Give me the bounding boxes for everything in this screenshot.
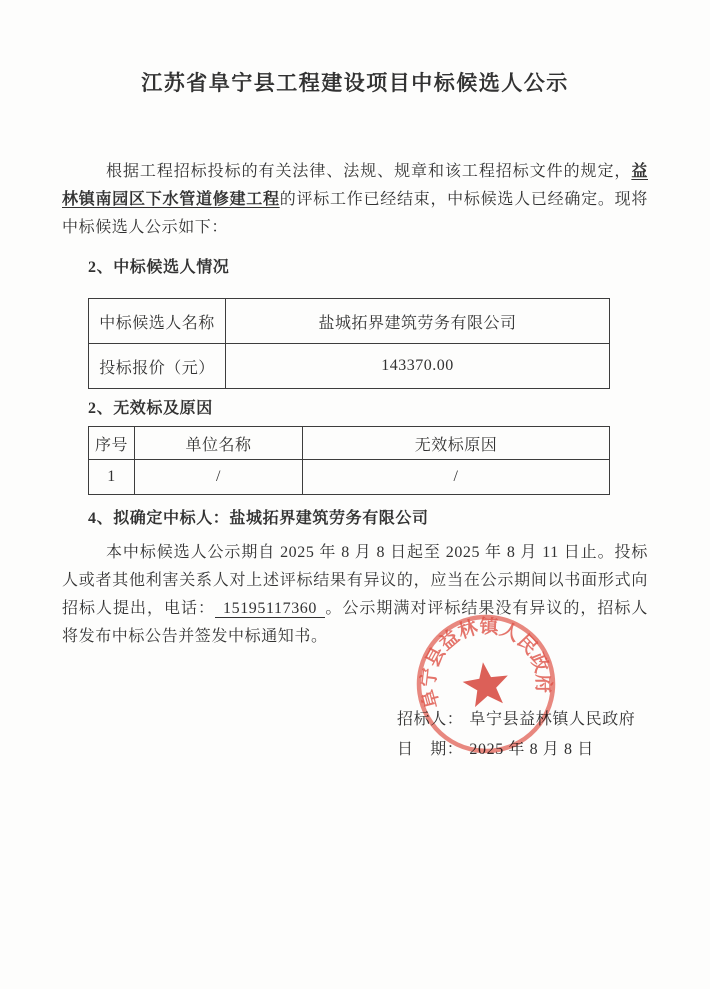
date-label: 日 期：	[397, 741, 464, 758]
serial-no-cell: 1	[89, 460, 135, 495]
invalid-reason-header: 无效标原因	[303, 427, 610, 460]
phone-number: 15195117360	[215, 600, 325, 618]
page-title: 江苏省阜宁县工程建设项目中标候选人公示	[141, 71, 569, 95]
table-row	[89, 344, 610, 389]
unit-name-cell: /	[135, 460, 303, 495]
signature-block	[397, 705, 648, 765]
table-header-row	[89, 427, 610, 460]
intro-text-part1: 根据工程招标投标的有关法律、法规、规章和该工程招标文件的规定，	[106, 163, 632, 180]
candidate-table	[88, 298, 610, 389]
closing-text-part2: 。公示期满对评标结果没有异议的，招标人将发布中标公告并签发中标通知书。	[62, 600, 648, 645]
invalid-section-heading: 2、无效标及原因	[88, 400, 213, 417]
project-name-highlight: 益林镇南园区下水管道修建工程	[62, 163, 648, 208]
closing-paragraph	[62, 539, 648, 651]
serial-no-header: 序号	[89, 427, 135, 460]
candidate-name-value-cell: 盐城拓界建筑劳务有限公司	[226, 299, 610, 344]
bid-price-label-cell: 投标报价（元）	[89, 344, 226, 389]
closing-text-part1: 本中标候选人公示期自 2025 年 8 月 8 日起至 2025 年 8 月 11 日止。投标人或者其他利害关系人对上述评标结果有异议的，应当在公示期间以书面形式向招标人提出，电话：	[62, 544, 648, 617]
date-value: 2025 年 8 月 8 日	[469, 741, 594, 758]
invalid-reason-cell: /	[303, 460, 610, 495]
candidate-section-heading: 2、中标候选人情况	[88, 259, 230, 276]
intro-paragraph	[62, 158, 648, 242]
candidate-name-label-cell: 中标候选人名称	[89, 299, 226, 344]
invalid-bids-table	[88, 426, 610, 495]
bidder-label: 招标人：	[397, 711, 464, 728]
winner-line: 4、拟确定中标人：盐城拓界建筑劳务有限公司	[88, 510, 429, 527]
table-row	[89, 299, 610, 344]
date-row	[397, 735, 648, 765]
bidder-name: 阜宁县益林镇人民政府	[469, 711, 636, 728]
bid-price-value-cell: 143370.00	[226, 344, 610, 389]
unit-name-header: 单位名称	[135, 427, 303, 460]
seal-arc-text: 阜宁县益林镇人民政府	[418, 616, 554, 711]
table-row	[89, 460, 610, 495]
intro-text-part2: 的评标工作已经结束，中标候选人已经确定。现将中标候选人公示如下：	[62, 191, 648, 236]
bidder-row	[397, 705, 648, 735]
